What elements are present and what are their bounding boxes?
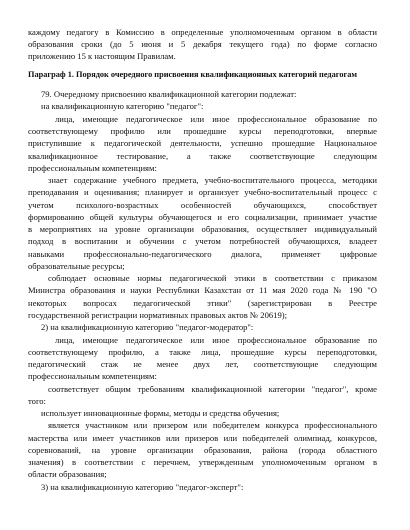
text-line: 2) на квалификационную категорию "педагог-модератор": (41, 322, 254, 332)
text-line: на квалификационную категорию "педагог": (41, 101, 204, 111)
text-line: учетом психолого-возрастных особенностей обучающихся, способствует (28, 200, 377, 210)
text-line: навыками профессионально-педагогического диалога, применяет цифровые (28, 249, 377, 259)
text-line: является участником или призером или победителем конкурса профессионального (48, 420, 377, 430)
text-line: квалификационное тестирование, а также соответствующие следующим (28, 151, 377, 161)
text-line: значения) в соответствии с перечнем, утвержденным уполномоченным органом в (28, 457, 377, 467)
text-line: Министра образования и науки Республики Казахстан от 11 мая 2020 года № 190 "О (28, 285, 377, 295)
text-line: соблюдает основные нормы педагогической этики в соответствии с приказом (48, 273, 377, 283)
text-line: области образования; (28, 469, 107, 479)
text-line: педагогический стаж не менее двух лет, соответствующие следующим (28, 359, 377, 369)
text-line: мастерства или имеет участников или призеров или победителей олимпиад, конкурсов, (28, 433, 377, 443)
text-line: в мероприятиях на уровне организации образования, осуществляет индивидуальный (28, 224, 377, 234)
text-line: соответствующему профилю, а также лица, прошедшие курсы переподготовки, (28, 347, 377, 357)
text-line: приступившие к педагогической деятельности, успешно прошедшие Национальное (28, 138, 377, 148)
text-line: образования сроки (до 5 июня и 5 декабря текущего года) по форме согласно (28, 39, 377, 49)
text-line: соревнований, на уровне организации образования, района (города областного (28, 445, 377, 455)
paragraph-heading: Параграф 1. Порядок очередного присвоения квалификационных категорий педагогам (28, 70, 358, 79)
text-line: соответствует общим требованиям квалификационной категории "педагог", кроме (48, 384, 377, 394)
text-line: формированию общей культуры обучающегося и его социализации, принимает участие (28, 212, 377, 222)
text-line: некоторых вопросах педагогической этики" (зарегистрирован в Реестре (28, 298, 377, 308)
text-line: соответствующему профилю или прошедшие курсы переподготовки, впервые (28, 126, 377, 136)
text-line: того: (28, 396, 46, 406)
text-line: государственной регистрации нормативных правовых актов № 20619); (28, 310, 288, 320)
text-line: использует инновационные формы, методы и средства обучения; (41, 408, 280, 418)
text-line: профессиональным компетенциям: (28, 371, 157, 381)
text-line: подход в воспитании и обучении с учетом потребностей обучающихся, владеет (28, 236, 377, 246)
text-line: каждому педагогу в Комиссию в определенные уполномоченным органом в области (28, 27, 377, 37)
text-line: преподавания и оценивания; планирует и организует учебно-воспитательный процесс с (28, 187, 377, 197)
text-line: приложению 15 к настоящим Правилам. (28, 51, 176, 61)
text-line: образовательные ресурсы; (28, 261, 125, 271)
text-line: знает содержание учебного предмета, учебно-воспитательного процесса, методики (48, 175, 377, 185)
text-line: лица, имеющие педагогическое или иное профессиональное образование по (55, 114, 377, 124)
text-line: 3) на квалификационную категорию "педагог-эксперт": (41, 482, 244, 492)
text-line: лица, имеющие педагогическое или иное профессиональное образование по (55, 335, 377, 345)
text-line: 79. Очередному присвоению квалификационной категории подлежат: (41, 89, 297, 99)
text-line: профессиональным компетенциям: (28, 163, 157, 173)
